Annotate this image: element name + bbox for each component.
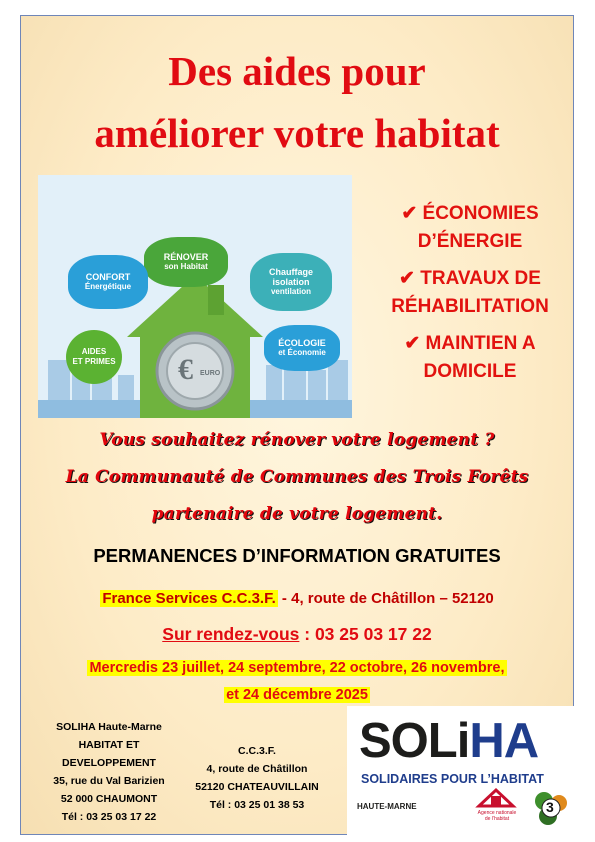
appointment-label: Sur rendez-vous: [162, 624, 300, 644]
script-line-2: La Communauté de Communes des Trois Forêts: [65, 467, 529, 487]
appointment-line: [20, 624, 574, 645]
check-icon: ✔: [404, 333, 421, 354]
benefit-energy-line1: ÉCONOMIES: [422, 203, 539, 224]
benefit-home: [375, 330, 565, 386]
bubble-confort-title: CONFORT: [85, 272, 131, 282]
benefit-energy: [375, 200, 565, 256]
bubble-renover-sub: son Habitat: [164, 262, 208, 271]
bubble-aides: [66, 330, 122, 384]
soliha-address-line: DEVELOPPEMENT: [62, 757, 156, 769]
soliha-tagline: SOLIDAIRES POUR L’HABITAT: [361, 772, 544, 786]
cc3f-number: 3: [546, 799, 554, 815]
benefit-rehab-line1: TRAVAUX DE: [420, 268, 541, 289]
script-line-1: Vous souhaitez rénover votre logement ?: [99, 430, 495, 450]
bubble-renover: [144, 237, 228, 287]
appointment-phone: : 03 25 03 17 22: [299, 624, 432, 644]
anah-logo: [473, 784, 519, 828]
benefit-home-line2: DOMICILE: [423, 361, 517, 382]
soliha-address-phone: Tél : 03 25 03 17 22: [61, 811, 157, 823]
benefit-rehab: [375, 265, 565, 321]
ccf-address-line: 52120 CHATEAUVILLAIN: [195, 781, 319, 793]
dates-line-1: Mercredis 23 juillet, 24 septembre, 22 octobre, 26 novembre,: [89, 660, 505, 676]
bubble-chauffage-title: Chauffage: [268, 267, 313, 277]
ccf-address-line: C.C.3.F.: [238, 745, 276, 757]
soliha-logo: [359, 714, 538, 768]
bubble-chauffage-sub: ventilation: [270, 287, 311, 296]
bubble-renover-title: RÉNOVER: [163, 252, 209, 262]
script-line-3: partenaire de votre logement.: [151, 504, 443, 524]
dates-line-2: et 24 décembre 2025: [226, 687, 368, 703]
dates-block: [20, 655, 574, 709]
euro-coin-symbol: €: [178, 353, 193, 386]
bubble-confort: [68, 255, 148, 309]
benefits-list: [375, 200, 565, 395]
cc3f-logo: [532, 789, 570, 827]
soliha-address-line: SOLIHA Haute-Marne: [56, 721, 162, 733]
france-services-address: - 4, route de Châtillon – 52120: [277, 590, 494, 607]
title-line-1: Des aides pour: [168, 48, 426, 94]
bubble-chauffage-line2: isolation: [272, 277, 310, 287]
haute-marne-label: HAUTE-MARNE: [357, 802, 417, 811]
soliha-address: [34, 718, 184, 826]
bubble-ecologie-sub: et Économie: [278, 348, 326, 357]
benefit-energy-line2: D’ÉNERGIE: [417, 231, 523, 252]
check-icon: ✔: [401, 203, 418, 224]
permanences-heading: PERMANENCES D’INFORMATION GRATUITES: [93, 545, 501, 566]
bubble-aides-sub: ET PRIMES: [72, 357, 116, 366]
benefit-rehab-line2: RÉHABILITATION: [391, 296, 549, 317]
benefit-home-line1: MAINTIEN A: [425, 333, 536, 354]
check-icon: ✔: [399, 268, 415, 289]
bubble-ecologie: [264, 325, 340, 371]
ccf-address-phone: Tél : 03 25 01 38 53: [209, 799, 305, 811]
france-services-name: France Services C.C.3.F.: [102, 590, 276, 607]
bubble-chauffage: [250, 253, 332, 311]
anah-text: Agence nationale de l’habitat: [477, 810, 517, 822]
soliha-logo-soli: SOLi: [359, 714, 470, 768]
soliha-address-line: HABITAT ET: [78, 739, 140, 751]
logo-block: [347, 706, 575, 838]
title-line-2: améliorer votre habitat: [94, 110, 500, 156]
bubble-ecologie-title: ÉCOLOGIE: [278, 338, 326, 348]
soliha-address-line: 35, rue du Val Barizien: [53, 775, 165, 787]
soliha-address-line: 52 000 CHAUMONT: [60, 793, 158, 805]
bubble-confort-sub: Énergétique: [84, 282, 132, 291]
france-services-line: [20, 590, 574, 607]
ccf-address: [182, 742, 332, 814]
ccf-address-line: 4, route de Châtillon: [206, 763, 308, 775]
soliha-logo-ha: HA: [469, 714, 539, 768]
euro-coin-text: EURO: [200, 370, 221, 377]
housing-illustration: [38, 175, 352, 418]
bubble-aides-title: AIDES: [81, 347, 107, 356]
